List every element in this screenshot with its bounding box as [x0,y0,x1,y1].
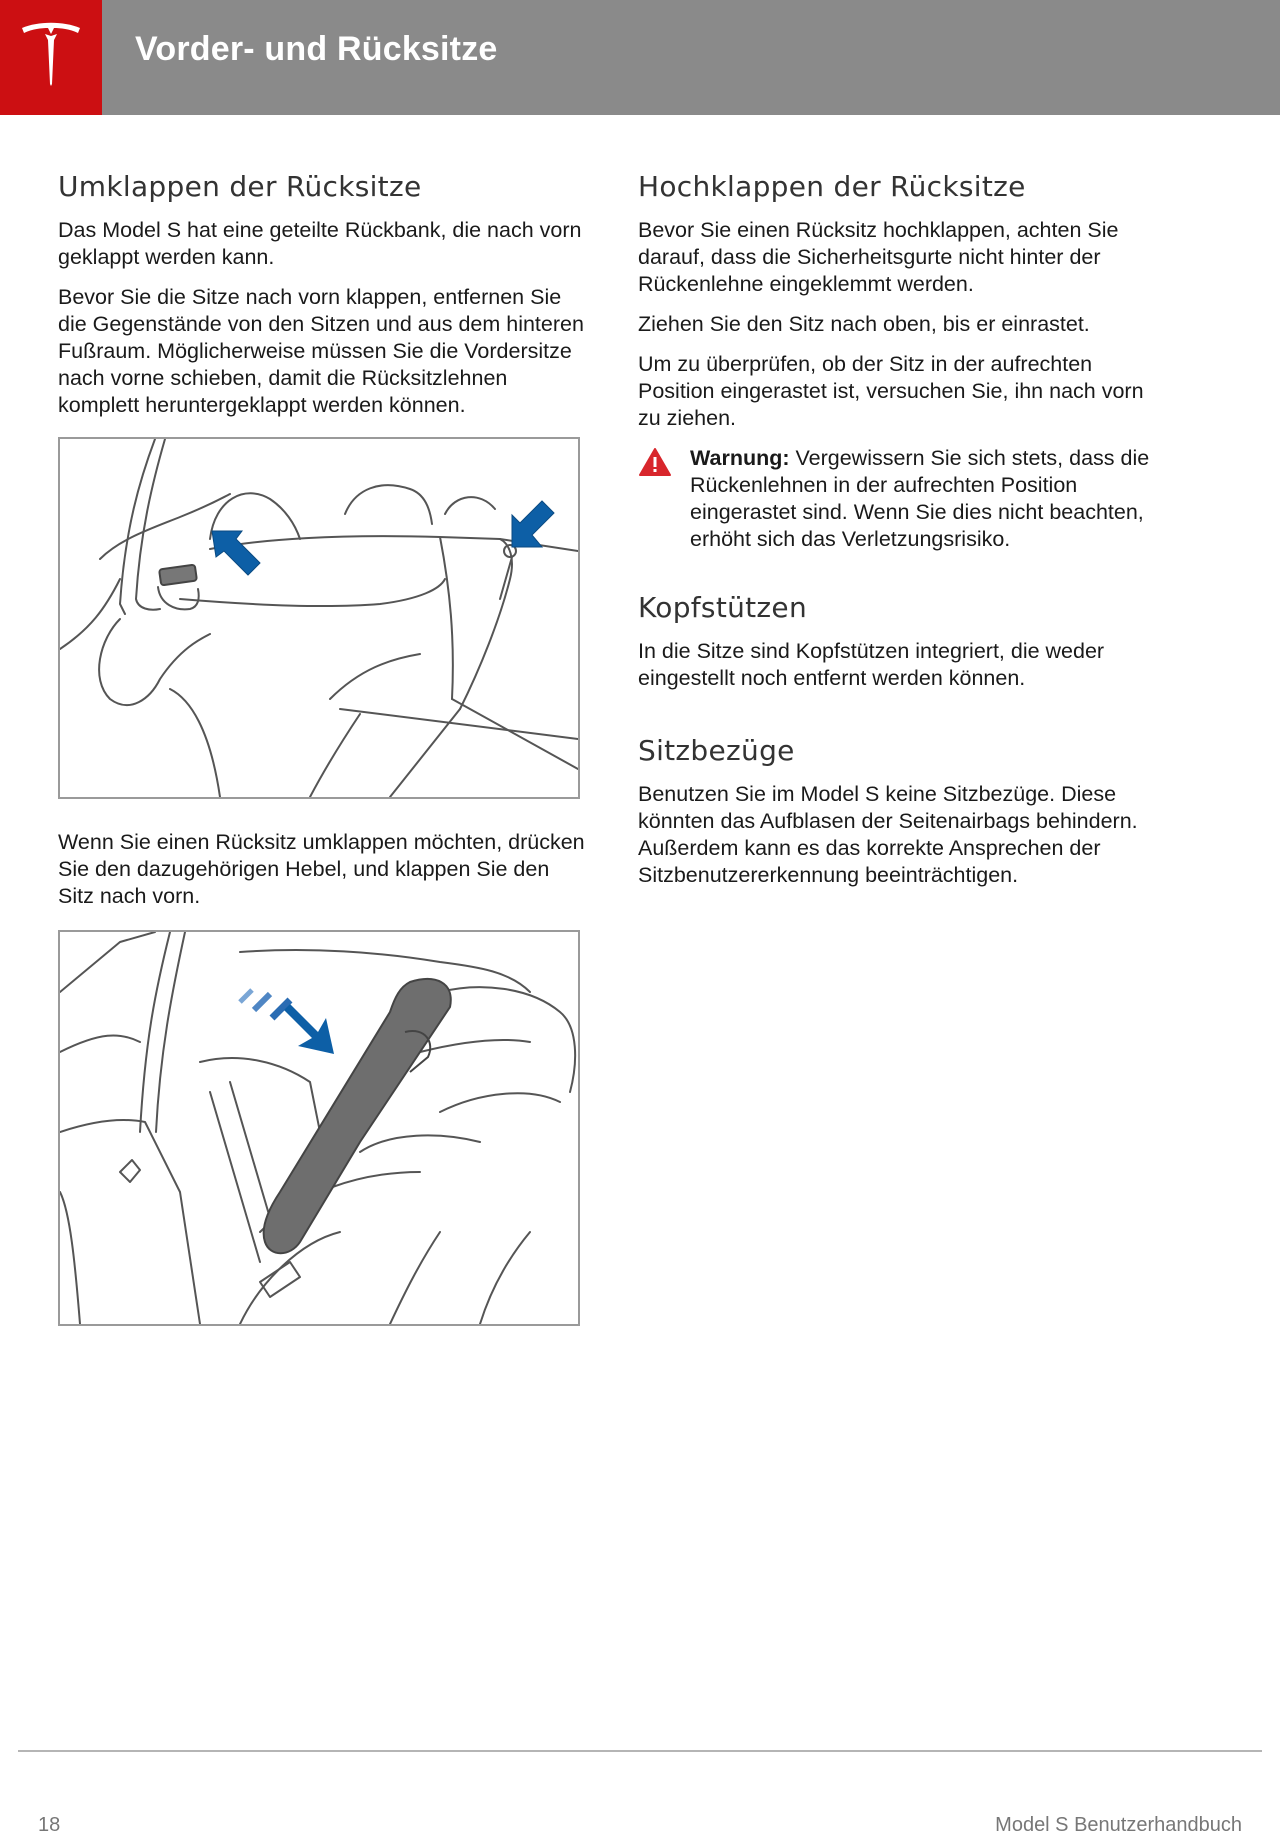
section-heading-umklappen: Umklappen der Rücksitze [58,170,422,203]
warning-label: Warnung: [690,446,790,470]
blue-arrow-icon [212,531,260,575]
warning-icon [638,447,672,477]
paragraph: Um zu überprüfen, ob der Sitz in der aufrechten Position eingerastet ist, versuchen Sie, ihn nach vorn zu ziehen. [638,352,1144,430]
page-title: Vorder- und Rücksitze [135,30,498,68]
paragraph: Bevor Sie die Sitze nach vorn klappen, entfernen Sie die Gegenstände von den Sitzen und aus dem hinteren Fußraum. Möglicherweise müssen Sie die Vordersitze nach vorne schieben, damit die Rücksitzlehnen komplett heruntergeklappt werden können. [58,285,584,417]
warning-body: Vergewissern Sie sich stets, dass die Rückenlehnen in der aufrechten Position eingerastet sind. Wenn Sie dies nicht beachten, erhöht sich das Verletzungsrisiko. [690,446,1150,551]
warning-text [690,445,1158,553]
paragraph: Das Model S hat eine geteilte Rückbank, die nach vorn geklappt werden kann. [58,218,582,269]
warning-box [638,445,1158,553]
page-header [0,0,1280,115]
logo-box [0,0,102,115]
blue-arrow-icon [512,501,554,547]
section-heading-hochklappen: Hochklappen der Rücksitze [638,170,1026,203]
page-number: 18 [38,1814,61,1836]
figure-seat-release-levers [58,437,580,799]
right-column [638,170,1158,902]
figure-seat-folding-forward [58,930,580,1326]
paragraph: Bevor Sie einen Rücksitz hochklappen, achten Sie darauf, dass die Sicherheitsgurte nicht hinter der Rückenlehne eingeklemmt werden. [638,218,1119,296]
paragraph: Benutzen Sie im Model S keine Sitzbezüge. Diese könnten das Aufblasen der Seitenairbags behindern. Außerdem kann es das korrekte Ansprechen der Sitzbenutzererkennung beeinträchtigen. [638,782,1138,887]
tesla-logo-icon [18,20,84,86]
paragraph: Wenn Sie einen Rücksitz umklappen möchten, drücken Sie den dazugehörigen Hebel, und klappen Sie den Sitz nach vorn. [58,830,585,908]
paragraph: In die Sitze sind Kopfstützen integriert, die weder eingestellt noch entfernt werden können. [638,639,1105,690]
manual-title: Model S Benutzerhandbuch [995,1814,1242,1836]
section-heading-kopfstuetzen: Kopfstützen [638,591,807,624]
footer-divider [18,1750,1262,1752]
section-heading-sitzbezuege: Sitzbezüge [638,734,795,767]
paragraph: Ziehen Sie den Sitz nach oben, bis er einrastet. [638,312,1090,336]
left-column [58,170,588,1356]
blue-arrow-icon [240,990,334,1054]
